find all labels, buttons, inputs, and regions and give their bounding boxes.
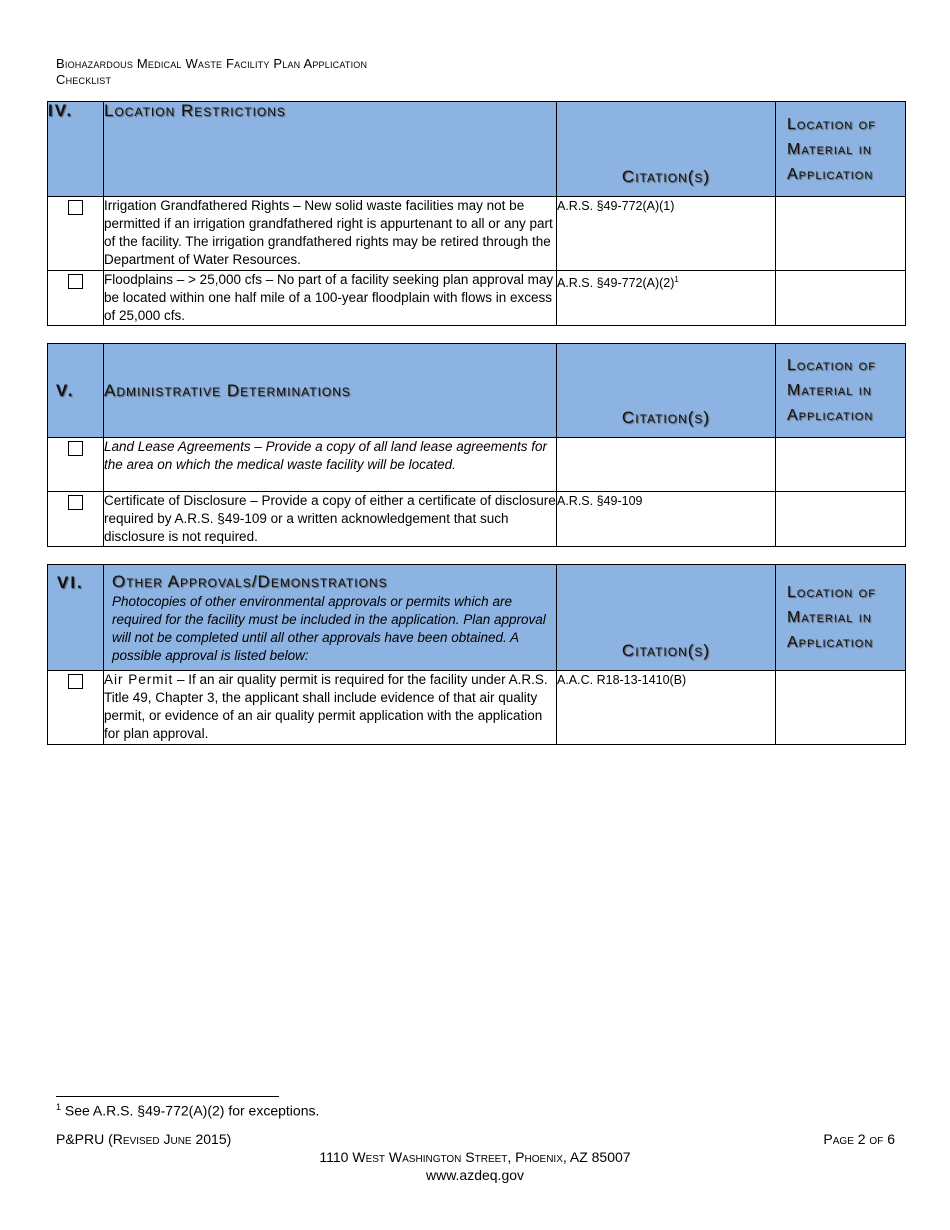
land-lease-checkbox[interactable] [68,441,83,456]
location-column-header: Location of Material in Application [776,344,906,438]
location-column-header: Location of Material in Application [776,102,906,197]
item-citation: A.R.S. §49-109 [557,492,776,547]
section-v-table [47,343,906,547]
location-cell[interactable] [776,271,906,326]
section-header-row [48,102,906,197]
document-title-line2: Checklist [56,72,112,87]
location-cell[interactable] [776,438,906,492]
item-text: Certificate of Disclosure – Provide a copy of either a certificate of disclosure required by A.R.S. §49-109 or a written acknowledgement that such disclosure is not required. [104,492,557,547]
item-label: Air Permit [104,672,174,687]
location-cell[interactable] [776,671,906,745]
section-title: Other Approvals/Demonstrations [112,572,388,591]
item-text: Land Lease Agreements – Provide a copy of all land lease agreements for the area on which the medical waste facility will be located. [104,438,557,492]
footnote-marker: 1 [56,1102,62,1112]
table-row [48,438,906,492]
floodplains-checkbox[interactable] [68,274,83,289]
location-column-header: Location of Material in Application [776,565,906,671]
section-title: Location Restrictions [104,102,557,197]
table-row [48,271,906,326]
section-numeral: V. [48,344,104,438]
footer-address-block [0,1148,950,1184]
item-text: Floodplains – > 25,000 cfs – No part of a facility seeking plan approval may be located within one half mile of a 100-year floodplain with flows in excess of 25,000 cfs. [104,271,557,326]
footnote-divider [56,1096,279,1097]
irrigation-rights-checkbox[interactable] [68,200,83,215]
footer-revision: P&PRU (Revised June 2015) [56,1131,232,1147]
citation-column-header: Citation(s) [557,565,776,671]
section-header-row [48,565,906,671]
section-header-row [48,344,906,438]
footnote-text: See A.R.S. §49-772(A)(2) for exceptions. [61,1102,320,1119]
citation-column-header: Citation(s) [557,102,776,197]
table-row [48,492,906,547]
location-cell[interactable] [776,197,906,271]
section-numeral: VI. [48,565,104,671]
footer-website[interactable]: www.azdeq.gov [425,1167,525,1183]
footer-address: 1110 West Washington Street, Phoenix, AZ 85007 [319,1149,631,1165]
table-row [48,197,906,271]
item-text: Irrigation Grandfathered Rights – New solid waste facilities may not be permitted if an irrigation grandfathered right is appurtenant to all or any part of the facility. The irrigation grandfathered rights may be retired through the Department of Water Resources. [104,197,557,271]
item-citation: A.R.S. $\S 49-772(A)(2)^1$ [557,271,776,326]
document-title [56,56,367,88]
section-title-cell [104,565,557,671]
section-subtitle: Photocopies of other environmental approvals or permits which are required for the facility must be included in the application. Plan approval will not be completed until all other approvals have been obtained. A possible approval is listed below: [112,594,546,663]
item-citation: A.A.C. R18-13-1410(B) [557,671,776,745]
section-vi-table [47,564,906,745]
section-iv-table [47,101,906,326]
air-permit-checkbox[interactable] [68,674,83,689]
page-number: Page 2 of 6 [823,1131,895,1147]
footnote [56,1102,319,1119]
item-text: Air Permit – If an air quality permit is required for the facility under A.R.S. Title 49, Chapter 3, the applicant shall include evidence of that air quality permit, or evidence of an air quality permit application with the application for plan approval. [104,671,557,745]
item-citation [557,438,776,492]
item-citation: A.R.S. §49-772(A)(1) [557,197,776,271]
table-row [48,671,906,745]
certificate-disclosure-checkbox[interactable] [68,495,83,510]
location-cell[interactable] [776,492,906,547]
citation-column-header: Citation(s) [557,344,776,438]
section-title: Administrative Determinations [104,344,557,438]
footnote-ref: 1 [674,275,679,284]
document-title-line1: Biohazardous Medical Waste Facility Plan Application [56,56,368,71]
section-numeral: IV. [48,102,104,197]
